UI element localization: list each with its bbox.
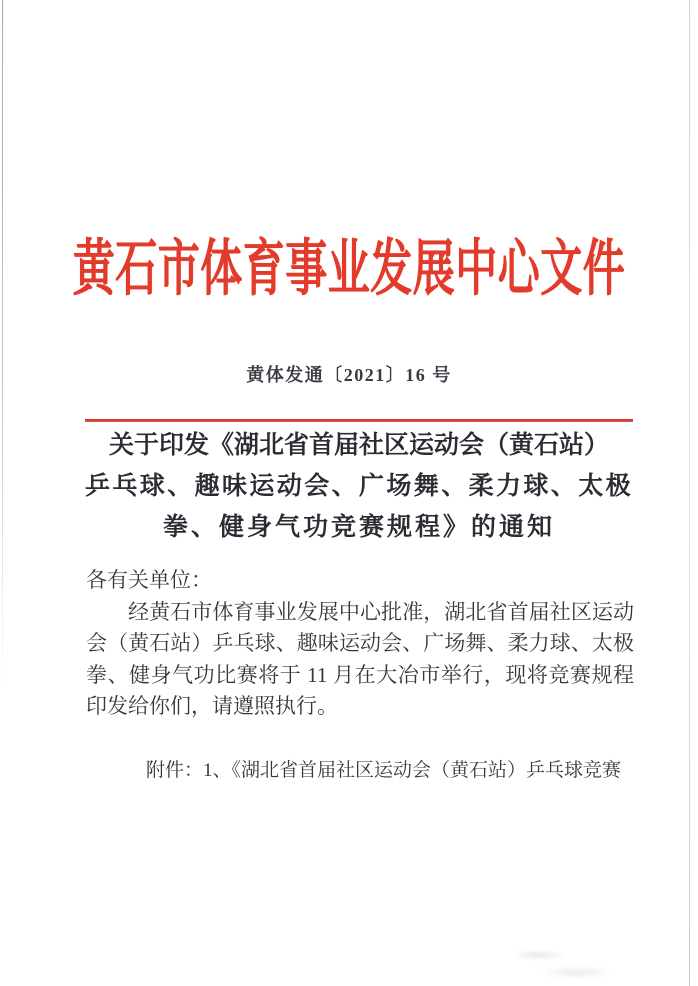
scan-edge-right [689,0,690,986]
red-letterhead-text: 黄石市体育事业发展中心文件 [72,236,626,304]
red-divider-line [85,419,633,422]
attachment-reference: 附件：1、《湖北省首届社区运动会（黄石站）乒乓球竞赛 [146,760,622,781]
body-paragraph: 经黄石市体育事业发展中心批准，湖北省首届社区运动会（黄石站）乒乓球、趣味运动会、广场舞、柔力球、太极拳、健身气功比赛将于 11 月在大冶市举行，现将竞赛规程印发给你们，请遵照执行。 [86,599,634,718]
document-body [86,565,634,723]
notice-title-line-1: 关于印发《湖北省首届社区运动会（黄石站） [108,432,609,459]
document-number: 黄体发通〔2021〕16 号 [246,365,452,385]
scan-edge-left [2,0,3,690]
notice-title-line-3: 拳、健身气功竞赛规程》的通知 [162,514,555,541]
notice-title-line-2: 乒乓球、趣味运动会、广场舞、柔力球、太极 [85,473,634,500]
red-letterhead-title [0,238,698,302]
salutation: 各有关单位： [86,568,212,592]
notice-title [85,425,633,548]
scan-smudge-artifact [500,935,630,985]
